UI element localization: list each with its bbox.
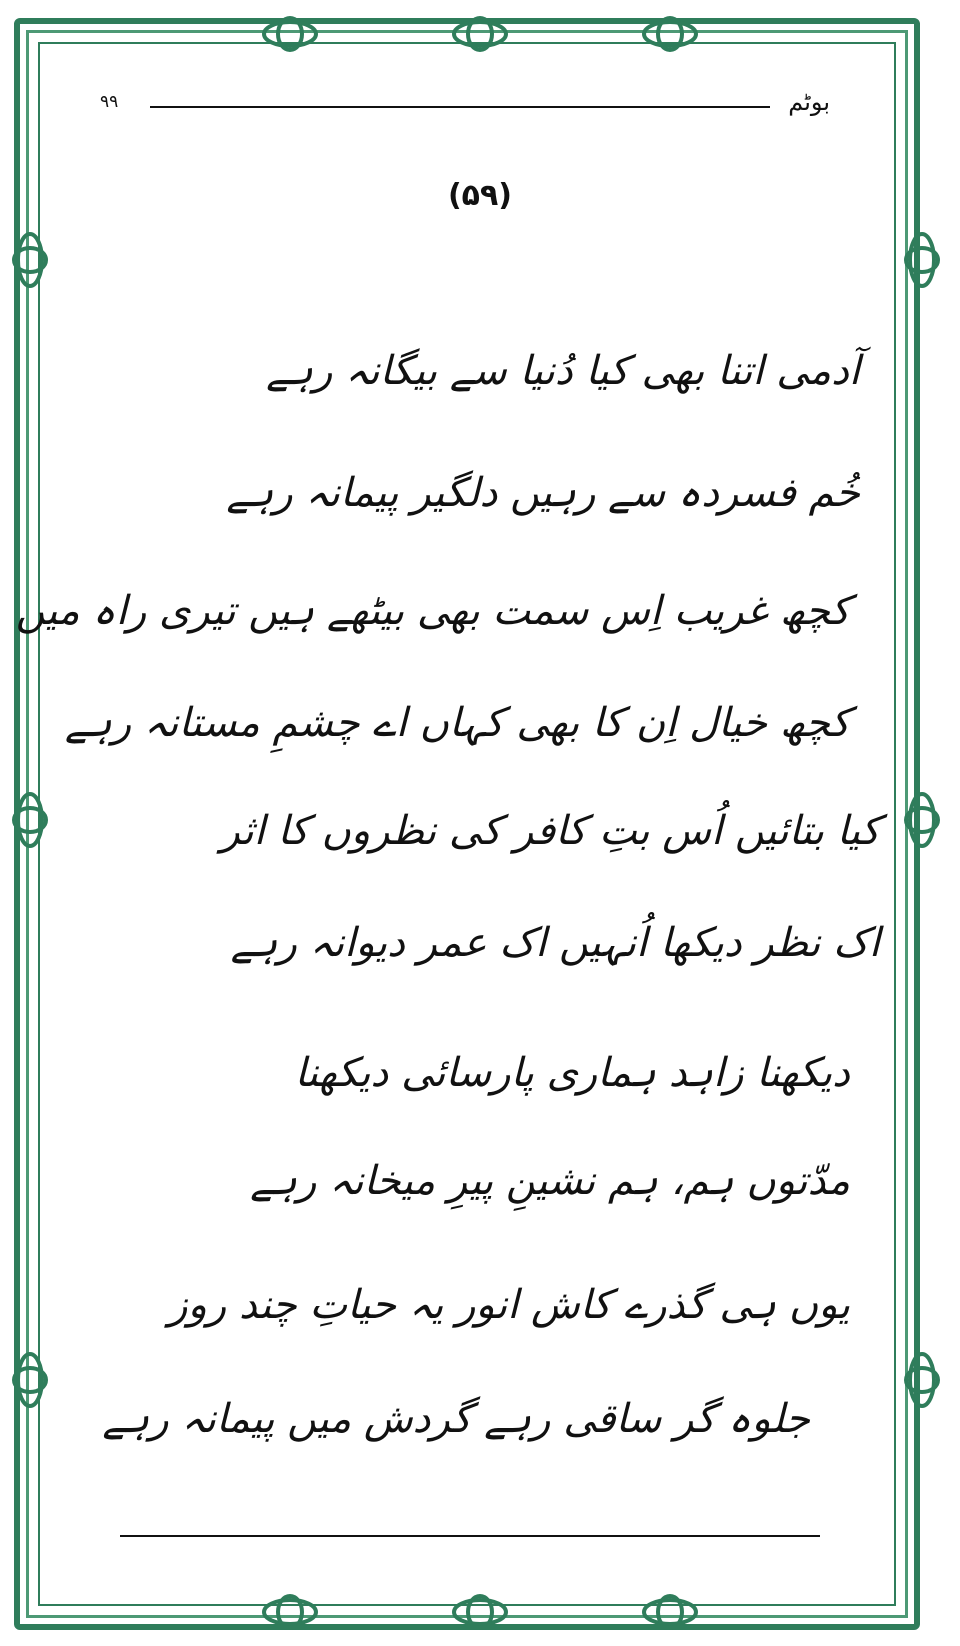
verse-line: یوں ہی گذرے کاش انور یہ حیاتِ چند روز (168, 1282, 850, 1328)
knot-ornament-left (10, 230, 50, 1410)
poem-number: (۵۹) (447, 178, 513, 213)
verse-line: مدّتوں ہم، ہم نشینِ پیرِ میخانہ رہے (250, 1158, 850, 1204)
page-number: ۹۹ (100, 92, 119, 112)
knot-ornament-right (902, 230, 942, 1410)
footer-rule (120, 1535, 820, 1537)
verse-line: کچھ خیال اِن کا بھی کہاں اے چشمِ مستانہ رہے (65, 700, 850, 746)
verse-line: کچھ غریب اِس سمت بھی بیٹھے ہیں تیری راہ میں (15, 588, 850, 634)
header-rule (150, 106, 770, 108)
verse-line: اک نظر دیکھا اُنہیں اک عمر دیوانہ رہے (230, 920, 880, 966)
verse-line: کیا بتائیں اُس بتِ کافر کی نظروں کا اثر (220, 808, 880, 854)
verse-line: جلوہ گر ساقی رہے گردش میں پیمانہ رہے (102, 1396, 810, 1442)
running-title: بوٹم (788, 88, 830, 116)
knot-ornament-bottom (250, 1592, 710, 1632)
verse-line: دیکھنا زاہد ہماری پارسائی دیکھنا (294, 1050, 850, 1096)
knot-ornament-top (250, 14, 710, 54)
verse-line: خُم فسردہ سے رہیں دلگیر پیمانہ رہے (226, 470, 860, 516)
verse-line: آدمی اتنا بھی کیا دُنیا سے بیگانہ رہے (266, 348, 860, 394)
page-header (100, 88, 830, 122)
